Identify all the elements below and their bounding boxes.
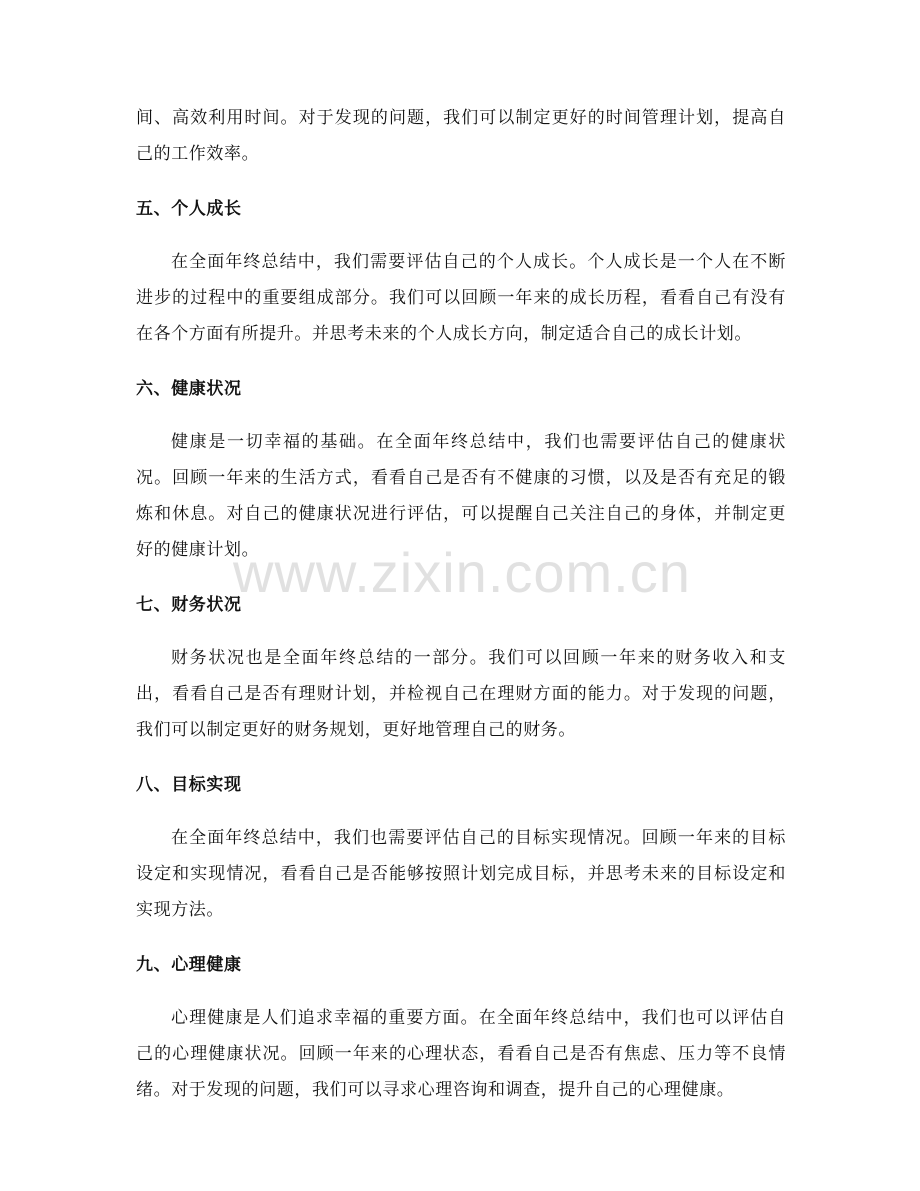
section-body-health: 健康是一切幸福的基础。在全面年终总结中，我们也需要评估自己的健康状况。回顾一年来的生活方式，看看自己是否有不健康的习惯，以及是否有充足的锻炼和休息。对自己的健康状况进行评估，可以提醒自己关注自己的身体，并制定更好的健康计划。 (136, 432, 786, 560)
section-heading-finance: 七、财务状况 (136, 595, 242, 615)
watermark: www.zixin.com.cn (233, 541, 691, 604)
section-body-mental-health: 心理健康是人们追求幸福的重要方面。在全面年终总结中，我们也可以评估自己的心理健康状况。回顾一年来的心理状态，看看自己是否有焦虑、压力等不良情绪。对于发现的问题，我们可以寻求心理咨询和调查，提升自己的心理健康。 (136, 1008, 786, 1100)
section-heading-goals: 八、目标实现 (136, 775, 242, 795)
section-body-personal-growth: 在全面年终总结中，我们需要评估自己的个人成长。个人成长是一个人在不断进步的过程中的重要组成部分。我们可以回顾一年来的成长历程，看看自己有没有在各个方面有所提升。并思考未来的个人成长方向，制定适合自己的成长计划。 (136, 252, 786, 344)
section-body-finance: 财务状况也是全面年终总结的一部分。我们可以回顾一年来的财务收入和支出，看看自己是否有理财计划，并检视自己在理财方面的能力。对于发现的问题，我们可以制定更好的财务规划，更好地管理自己的财务。 (136, 648, 786, 740)
section-body-goals: 在全面年终总结中，我们也需要评估自己的目标实现情况。回顾一年来的目标设定和实现情况，看看自己是否能够按照计划完成目标，并思考未来的目标设定和实现方法。 (136, 828, 786, 920)
intro-paragraph: 间、高效利用时间。对于发现的问题，我们可以制定更好的时间管理计划，提高自己的工作效率。 (136, 108, 786, 164)
section-heading-health: 六、健康状况 (136, 379, 242, 399)
section-heading-mental-health: 九、心理健康 (136, 955, 242, 975)
section-heading-personal-growth: 五、个人成长 (136, 199, 242, 219)
